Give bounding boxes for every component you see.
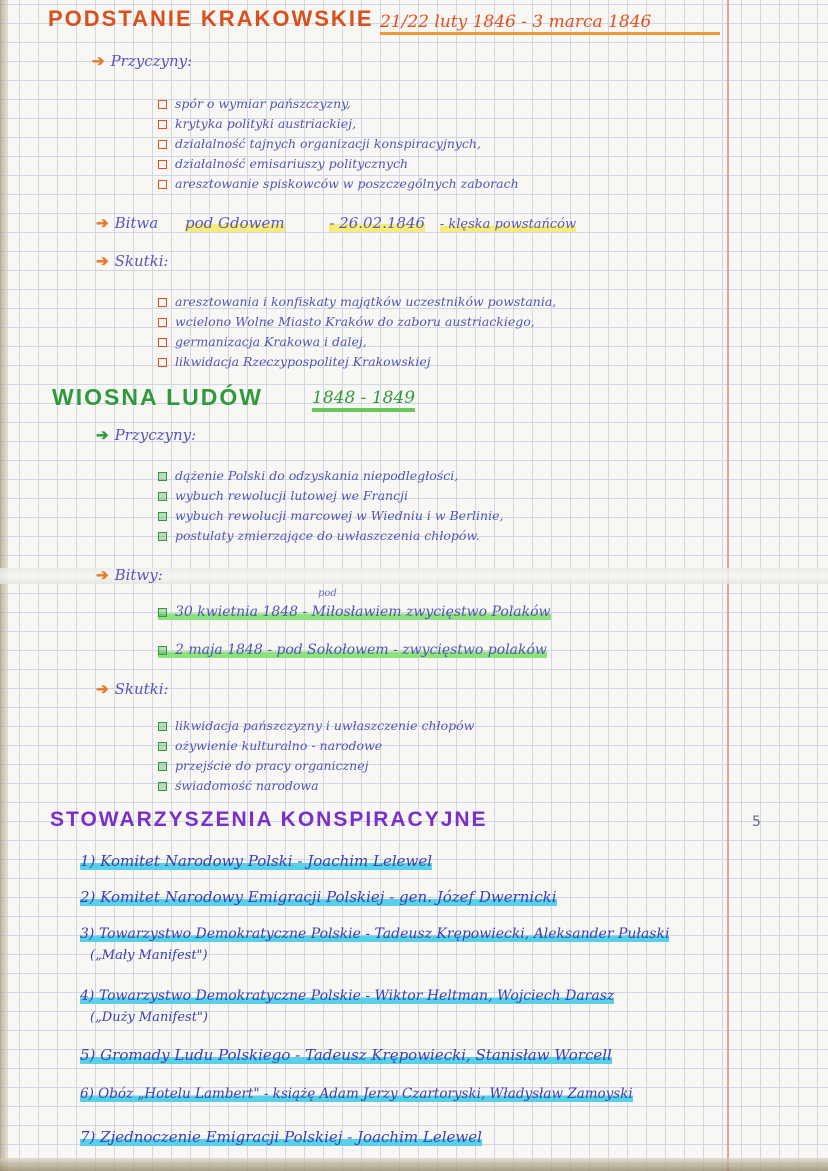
s1-cause-item: [158, 176, 519, 191]
page-bottom-edge: [0, 1158, 828, 1171]
bullet-icon: [158, 120, 167, 129]
s1-effects-label: Skutki:: [114, 252, 169, 270]
org-item: 1) Komitet Narodowy Polski - Joachim Lelewel: [80, 852, 433, 870]
bullet-icon: [158, 742, 167, 751]
s2-effect-item: [158, 778, 319, 793]
section2-years: 1848 - 1849: [312, 388, 415, 412]
bullet-icon: [158, 608, 167, 617]
org-note: („Mały Manifest"): [90, 948, 208, 963]
s1-cause-item: [158, 96, 351, 111]
bullet-icon: [158, 100, 167, 109]
s1-battle-date: - 26.02.1846: [329, 214, 426, 232]
s2-cause-item: [158, 488, 408, 503]
org-item: 3) Towarzystwo Demokratyczne Polskie - Tadeusz Krępowiecki, Aleksander Pułaski: [80, 926, 670, 942]
s2-causes-label: Przyczyny:: [114, 426, 197, 444]
s1-cause-text: aresztowanie spiskowców w poszczególnych zaborach: [175, 176, 519, 191]
s1-effect-text: wcielono Wolne Miasto Kraków do zaboru austriackiego,: [175, 314, 535, 329]
margin-line: [727, 0, 729, 1171]
s2-effects-label: Skutki:: [114, 680, 169, 698]
page-mark: 5: [752, 814, 761, 830]
section1-title: PODSTANIE KRAKOWSKIE: [48, 6, 374, 31]
s1-effect-item: [158, 294, 556, 309]
s2-cause-text: dążenie Polski do odzyskania niepodległości,: [175, 468, 459, 483]
org-item: 4) Towarzystwo Demokratyczne Polskie - Wiktor Heltman, Wojciech Darasz: [80, 988, 615, 1004]
s2-effect-text: przejście do pracy organicznej: [175, 758, 369, 773]
s2-cause-text: wybuch rewolucji lutowej we Francji: [175, 488, 408, 503]
s1-cause-text: działalność tajnych organizacji konspiracyjnych,: [175, 136, 481, 151]
bullet-icon: [158, 472, 167, 481]
s2-battle-text: 2 maja 1848 - pod Sokołowem - zwycięstwo polaków: [175, 642, 547, 658]
s2-battle-item: [158, 604, 551, 620]
s1-effect-item: [158, 334, 367, 349]
bullet-icon: [158, 782, 167, 791]
bullet-icon: [158, 160, 167, 169]
s2-battle-note: pod: [318, 588, 337, 599]
s2-effect-text: świadomość narodowa: [175, 778, 319, 793]
bullet-icon: [158, 358, 167, 367]
bullet-icon: [158, 762, 167, 771]
s1-cause-item: [158, 116, 356, 131]
s2-battles-heading: [96, 566, 163, 584]
s2-cause-item: [158, 508, 503, 523]
org-item: 2) Komitet Narodowy Emigracji Polskiej - gen. Józef Dwernicki: [80, 888, 557, 906]
s2-effect-item: [158, 718, 474, 733]
s2-battle-text: 30 kwietnia 1848 - Miłosławiem zwycięstwo Polaków: [175, 604, 551, 620]
arrow-icon: ➔: [96, 214, 109, 232]
bullet-icon: [158, 646, 167, 655]
s2-effect-item: [158, 738, 382, 753]
s2-battles-label: Bitwy:: [114, 566, 163, 584]
org-item: 5) Gromady Ludu Polskiego - Tadeusz Krępowiecki, Stanisław Worcell: [80, 1046, 612, 1064]
bullet-icon: [158, 722, 167, 731]
s2-cause-text: wybuch rewolucji marcowej w Wiedniu i w Berlinie,: [175, 508, 504, 523]
section1-dates: 21/22 luty 1846 - 3 marca 1846: [380, 12, 720, 35]
s1-effect-text: likwidacja Rzeczypospolitej Krakowskiej: [175, 354, 431, 369]
arrow-icon: ➔: [96, 426, 109, 444]
s2-causes-heading: [96, 426, 196, 444]
bullet-icon: [158, 298, 167, 307]
s2-effects-heading: [96, 680, 169, 698]
s1-effect-text: germanizacja Krakowa i dalej,: [175, 334, 367, 349]
s2-cause-item: [158, 468, 458, 483]
bullet-icon: [158, 180, 167, 189]
org-item: 7) Zjednoczenie Emigracji Polskiej - Joachim Lelewel: [80, 1128, 482, 1146]
arrow-icon: ➔: [96, 566, 109, 584]
bullet-icon: [158, 532, 167, 541]
s2-battle-item: [158, 642, 547, 658]
s1-cause-text: spór o wymiar pańszczyzny,: [175, 96, 351, 111]
arrow-icon: ➔: [92, 52, 105, 70]
s1-effect-item: [158, 314, 535, 329]
s2-cause-item: [158, 528, 480, 543]
arrow-icon: ➔: [96, 680, 109, 698]
s1-effects-heading: [96, 252, 169, 270]
s1-cause-text: krytyka polityki austriackiej,: [175, 116, 357, 131]
page-left-edge: [0, 0, 8, 1171]
s1-effect-item: [158, 354, 431, 369]
s2-effect-text: ożywienie kulturalno - narodowe: [175, 738, 383, 753]
section3-title: STOWARZYSZENIA KONSPIRACYJNE: [50, 808, 488, 831]
s1-cause-item: [158, 156, 408, 171]
s1-causes-heading: [92, 52, 192, 70]
s2-effect-item: [158, 758, 369, 773]
s1-battle-place: pod Gdowem: [185, 214, 285, 232]
bullet-icon: [158, 492, 167, 501]
bullet-icon: [158, 512, 167, 521]
s1-battle-result: - klęska powstańców: [439, 217, 577, 232]
s2-cause-text: postulaty zmierzające do uwłaszczenia chłopów.: [175, 528, 480, 543]
bullet-icon: [158, 318, 167, 327]
s1-causes-label: Przyczyny:: [110, 52, 193, 70]
s1-battle-line: [96, 214, 576, 232]
org-item: 6) Obóz „Hotelu Lambert" - książę Adam Jerzy Czartoryski, Władysław Zamoyski: [80, 1086, 633, 1102]
s1-effect-text: aresztowania i konfiskaty majątków uczestników powstania,: [175, 294, 557, 309]
s2-effect-text: likwidacja pańszczyzny i uwłaszczenie chłopów: [175, 718, 475, 733]
s1-cause-item: [158, 136, 481, 151]
bullet-icon: [158, 338, 167, 347]
bullet-icon: [158, 140, 167, 149]
arrow-icon: ➔: [96, 252, 109, 270]
s1-battle-label: Bitwa: [114, 214, 159, 232]
s1-cause-text: działalność emisariuszy politycznych: [175, 156, 409, 171]
section2-title: WIOSNA LUDÓW: [52, 384, 263, 410]
org-note: („Duży Manifest"): [90, 1010, 208, 1025]
